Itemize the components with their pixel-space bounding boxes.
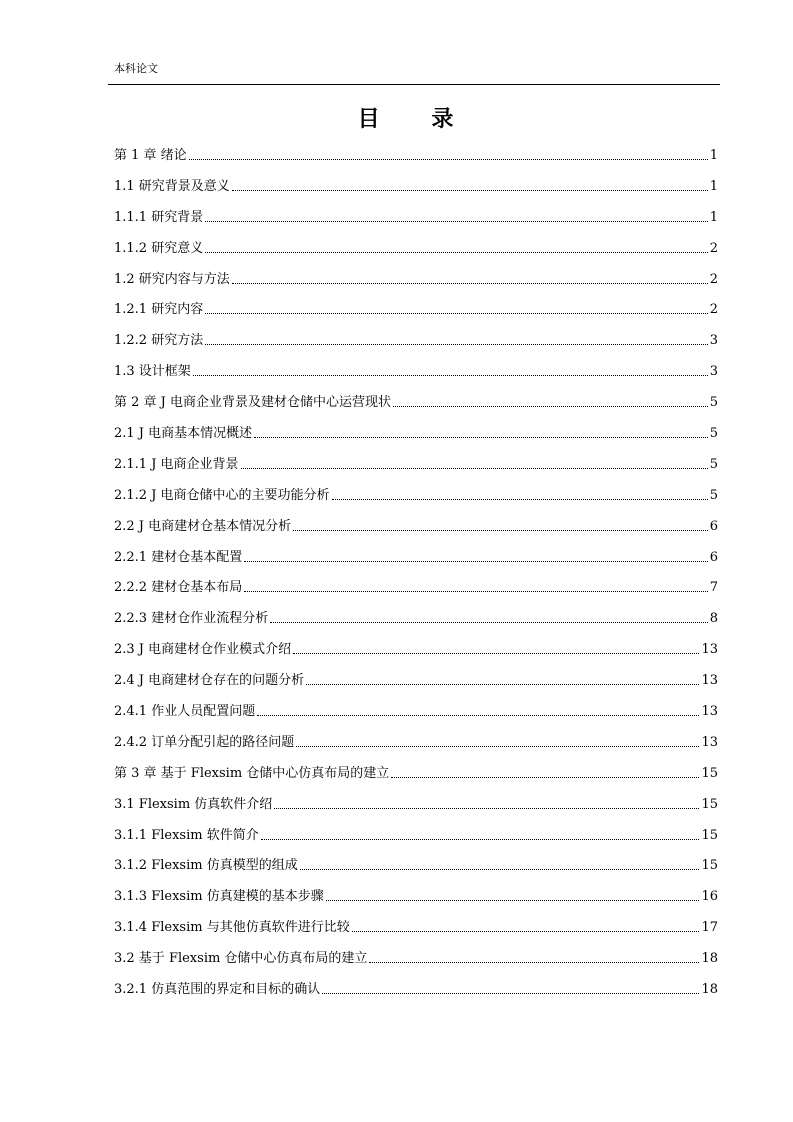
toc-entry[interactable] bbox=[114, 542, 718, 573]
toc-dot-leader bbox=[254, 437, 708, 438]
toc-entry-page-number: 6 bbox=[709, 549, 718, 565]
toc-entry[interactable] bbox=[114, 387, 718, 418]
toc-entry-page-number: 5 bbox=[709, 395, 718, 411]
toc-entry[interactable] bbox=[114, 480, 718, 511]
toc-entry-label: 2.4.1 作业人员配置问题 bbox=[114, 703, 256, 719]
toc-entry-page-number: 8 bbox=[709, 611, 718, 627]
toc-dot-leader bbox=[332, 499, 708, 500]
toc-entry-label: 2.1.1 J 电商企业背景 bbox=[114, 456, 239, 472]
toc-dot-leader bbox=[296, 746, 699, 747]
toc-entry[interactable] bbox=[114, 233, 718, 264]
toc-dot-leader bbox=[244, 561, 708, 562]
toc-dot-leader bbox=[205, 221, 708, 222]
toc-entry[interactable] bbox=[114, 572, 718, 603]
toc-entry-label: 2.2.3 建材仓作业流程分析 bbox=[114, 611, 269, 627]
toc-entry-label: 3.1.1 Flexsim 软件简介 bbox=[114, 827, 259, 843]
header-divider bbox=[108, 84, 720, 85]
toc-entry[interactable] bbox=[114, 634, 718, 665]
toc-entry[interactable] bbox=[114, 171, 718, 202]
toc-entry[interactable] bbox=[114, 449, 718, 480]
toc-entry-label: 3.1.3 Flexsim 仿真建模的基本步骤 bbox=[114, 889, 324, 905]
toc-entry-label: 第 2 章 J 电商企业背景及建材仓储中心运营现状 bbox=[114, 395, 392, 411]
toc-entry[interactable] bbox=[114, 850, 718, 881]
toc-entry-label: 3.2.1 仿真范围的界定和目标的确认 bbox=[114, 981, 321, 997]
toc-entry-page-number: 2 bbox=[709, 302, 718, 318]
toc-dot-leader bbox=[261, 839, 700, 840]
page-title: 目 录 bbox=[357, 107, 476, 132]
toc-entry-label: 2.1.2 J 电商仓储中心的主要功能分析 bbox=[114, 487, 330, 503]
toc-dot-leader bbox=[189, 159, 708, 160]
toc-entry-label: 2.4.2 订单分配引起的路径问题 bbox=[114, 734, 295, 750]
toc-entry-page-number: 17 bbox=[701, 920, 718, 936]
toc-entry[interactable] bbox=[114, 603, 718, 634]
page-header: 本科论文 bbox=[114, 62, 158, 75]
toc-dot-leader bbox=[274, 808, 699, 809]
toc-entry[interactable] bbox=[114, 325, 718, 356]
toc-dot-leader bbox=[369, 962, 699, 963]
table-of-contents bbox=[114, 140, 718, 1005]
toc-entry-page-number: 3 bbox=[709, 364, 718, 380]
toc-entry-label: 1.2.2 研究方法 bbox=[114, 333, 204, 349]
toc-entry-label: 1.1.2 研究意义 bbox=[114, 240, 204, 256]
toc-entry-page-number: 1 bbox=[709, 147, 718, 163]
toc-entry-page-number: 15 bbox=[701, 765, 718, 781]
toc-dot-leader bbox=[306, 684, 699, 685]
toc-entry[interactable] bbox=[114, 511, 718, 542]
toc-dot-leader bbox=[322, 993, 699, 994]
toc-entry[interactable] bbox=[114, 912, 718, 943]
toc-entry-page-number: 18 bbox=[701, 981, 718, 997]
toc-entry[interactable] bbox=[114, 665, 718, 696]
toc-dot-leader bbox=[293, 530, 708, 531]
toc-dot-leader bbox=[326, 900, 700, 901]
toc-dot-leader bbox=[232, 283, 708, 284]
toc-dot-leader bbox=[352, 931, 700, 932]
toc-entry-page-number: 6 bbox=[709, 518, 718, 534]
toc-dot-leader bbox=[205, 313, 708, 314]
toc-entry-page-number: 1 bbox=[709, 209, 718, 225]
toc-dot-leader bbox=[391, 777, 699, 778]
toc-entry-label: 2.3 J 电商建材仓作业模式介绍 bbox=[114, 642, 292, 658]
toc-entry[interactable] bbox=[114, 264, 718, 295]
toc-entry-label: 1.3 设计框架 bbox=[114, 364, 191, 380]
toc-dot-leader bbox=[241, 468, 708, 469]
toc-entry-label: 2.4 J 电商建材仓存在的问题分析 bbox=[114, 673, 305, 689]
toc-entry[interactable] bbox=[114, 202, 718, 233]
toc-entry[interactable] bbox=[114, 696, 718, 727]
toc-dot-leader bbox=[193, 375, 708, 376]
toc-entry[interactable] bbox=[114, 418, 718, 449]
toc-entry-label: 3.1.4 Flexsim 与其他仿真软件进行比较 bbox=[114, 920, 350, 936]
toc-entry-label: 3.1.2 Flexsim 仿真模型的组成 bbox=[114, 858, 298, 874]
toc-entry-page-number: 1 bbox=[709, 178, 718, 194]
toc-entry-label: 2.2 J 电商建材仓基本情况分析 bbox=[114, 518, 292, 534]
toc-entry-page-number: 15 bbox=[701, 796, 718, 812]
toc-entry-label: 2.2.1 建材仓基本配置 bbox=[114, 549, 243, 565]
toc-dot-leader bbox=[205, 252, 708, 253]
toc-entry[interactable] bbox=[114, 943, 718, 974]
toc-entry-page-number: 13 bbox=[701, 703, 718, 719]
toc-entry-page-number: 13 bbox=[701, 642, 718, 658]
toc-entry[interactable] bbox=[114, 881, 718, 912]
toc-entry-page-number: 7 bbox=[709, 580, 718, 596]
toc-entry[interactable] bbox=[114, 758, 718, 789]
toc-entry[interactable] bbox=[114, 820, 718, 851]
toc-entry-label: 第 3 章 基于 Flexsim 仓储中心仿真布局的建立 bbox=[114, 765, 390, 781]
toc-entry-page-number: 15 bbox=[701, 858, 718, 874]
toc-entry-page-number: 2 bbox=[709, 240, 718, 256]
toc-entry-label: 3.2 基于 Flexsim 仓储中心仿真布局的建立 bbox=[114, 951, 368, 967]
toc-entry-page-number: 3 bbox=[709, 333, 718, 349]
toc-entry[interactable] bbox=[114, 356, 718, 387]
toc-entry[interactable] bbox=[114, 140, 718, 171]
toc-entry-page-number: 5 bbox=[709, 456, 718, 472]
toc-entry-page-number: 5 bbox=[709, 487, 718, 503]
toc-entry-page-number: 5 bbox=[709, 425, 718, 441]
toc-entry-page-number: 18 bbox=[701, 951, 718, 967]
toc-entry-page-number: 13 bbox=[701, 734, 718, 750]
toc-dot-leader bbox=[393, 406, 708, 407]
toc-entry[interactable] bbox=[114, 974, 718, 1005]
toc-dot-leader bbox=[232, 190, 708, 191]
toc-entry[interactable] bbox=[114, 294, 718, 325]
toc-entry-page-number: 15 bbox=[701, 827, 718, 843]
toc-entry-page-number: 13 bbox=[701, 673, 718, 689]
toc-dot-leader bbox=[257, 715, 699, 716]
toc-entry[interactable] bbox=[114, 789, 718, 820]
toc-dot-leader bbox=[300, 869, 700, 870]
toc-entry-label: 2.1 J 电商基本情况概述 bbox=[114, 425, 253, 441]
toc-entry-page-number: 16 bbox=[701, 889, 718, 905]
toc-dot-leader bbox=[293, 653, 699, 654]
toc-entry-label: 1.2 研究内容与方法 bbox=[114, 271, 230, 287]
toc-entry-label: 1.2.1 研究内容 bbox=[114, 302, 204, 318]
toc-entry-label: 1.1 研究背景及意义 bbox=[114, 178, 230, 194]
toc-entry-label: 1.1.1 研究背景 bbox=[114, 209, 204, 225]
toc-entry-label: 2.2.2 建材仓基本布局 bbox=[114, 580, 243, 596]
toc-dot-leader bbox=[244, 591, 708, 592]
toc-entry-page-number: 2 bbox=[709, 271, 718, 287]
toc-entry-label: 第 1 章 绪论 bbox=[114, 147, 187, 163]
toc-dot-leader bbox=[270, 622, 708, 623]
toc-entry-label: 3.1 Flexsim 仿真软件介绍 bbox=[114, 796, 273, 812]
toc-dot-leader bbox=[205, 344, 708, 345]
toc-entry[interactable] bbox=[114, 727, 718, 758]
